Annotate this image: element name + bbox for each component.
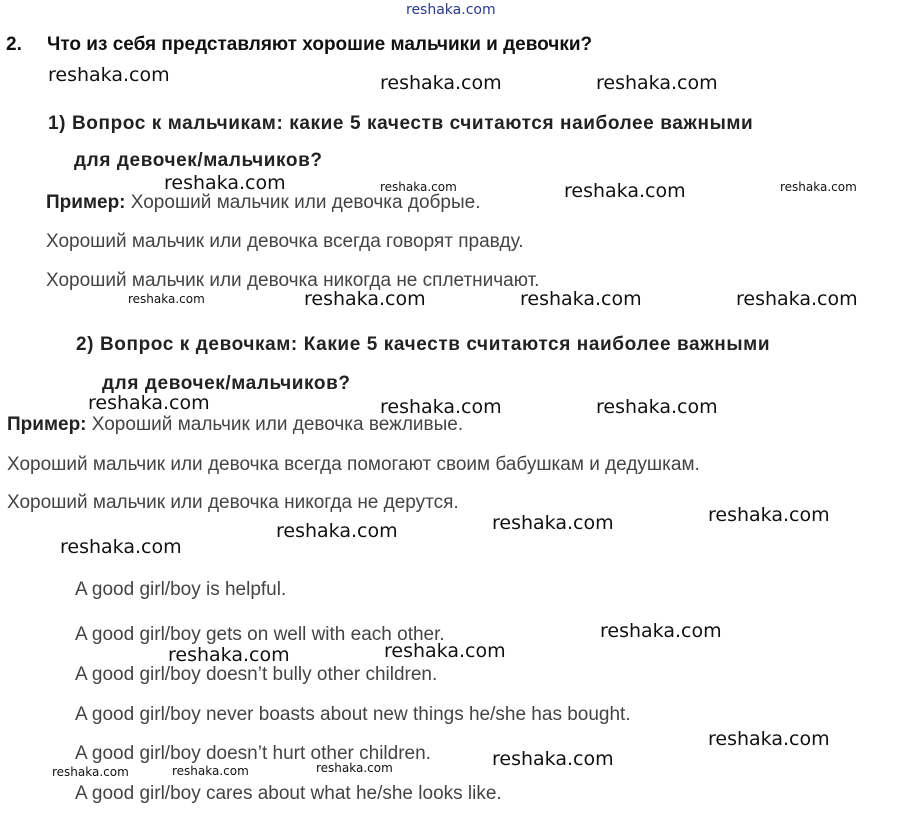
question-girls-line2: для девочек/мальчиков? [102,373,351,394]
example-text: Хороший мальчик или девочка добрые. [130,192,481,213]
watermark: reshaka.com [596,72,718,94]
question-girls-line1: 2) Вопрос к девочкам: Какие 5 качеств считаются наиболее важными [76,334,771,355]
watermark: reshaka.com [128,292,205,306]
watermark: reshaka.com [492,748,614,770]
english-line-2: A good girl/boy gets on well with each other. [75,624,445,645]
watermark: reshaka.com [492,512,614,534]
watermark: reshaka.com [564,180,686,202]
english-line-5: A good girl/boy doesn’t hurt other children. [75,743,431,764]
watermark: reshaka.com [780,180,857,194]
answer-boys-2: Хороший мальчик или девочка никогда не сплетничают. [46,270,540,291]
english-line-3: A good girl/boy doesn’t bully other children. [75,664,438,685]
question-boys-line1: 1) Вопрос к мальчикам: какие 5 качеств считаются наиболее важными [48,113,754,134]
answer-girls-1: Хороший мальчик или девочка всегда помогают своим бабушкам и дедушкам. [7,454,700,475]
watermark: reshaka.com [316,761,393,775]
watermark: reshaka.com [736,288,858,310]
watermark: reshaka.com [168,644,290,666]
watermark: reshaka.com [48,64,170,86]
watermark: reshaka.com [172,764,249,778]
watermark: reshaka.com [708,728,830,750]
answer-girls-2: Хороший мальчик или девочка никогда не дерутся. [7,492,459,513]
example-text: Хороший мальчик или девочка вежливые. [91,414,464,435]
task-title: Что из себя представляют хорошие мальчики и девочки? [47,34,593,55]
english-line-4: A good girl/boy never boasts about new things he/she has bought. [75,704,631,725]
watermark: reshaka.com [380,72,502,94]
watermark: reshaka.com [380,396,502,418]
task-number: 2. [6,34,22,55]
watermark: reshaka.com [52,765,129,779]
example-boys [46,192,481,214]
watermark: reshaka.com [384,640,506,662]
watermark: reshaka.com [60,536,182,558]
watermark: reshaka.com [520,288,642,310]
watermark: reshaka.com [276,520,398,542]
example-label: Пример: [46,192,126,213]
english-line-1: A good girl/boy is helpful. [75,579,287,600]
question-boys-line2: для девочек/мальчиков? [74,150,323,171]
watermark: reshaka.com [600,620,722,642]
watermark: reshaka.com [596,396,718,418]
watermark: reshaka.com [708,504,830,526]
watermark: reshaka.com [164,172,286,194]
english-line-6: A good girl/boy cares about what he/she looks like. [75,783,502,804]
example-label: Пример: [7,414,87,435]
watermark: reshaka.com [88,392,210,414]
watermark: reshaka.com [406,2,496,18]
watermark: reshaka.com [380,180,457,194]
watermark: reshaka.com [304,288,426,310]
answer-boys-1: Хороший мальчик или девочка всегда говорят правду. [46,231,524,252]
